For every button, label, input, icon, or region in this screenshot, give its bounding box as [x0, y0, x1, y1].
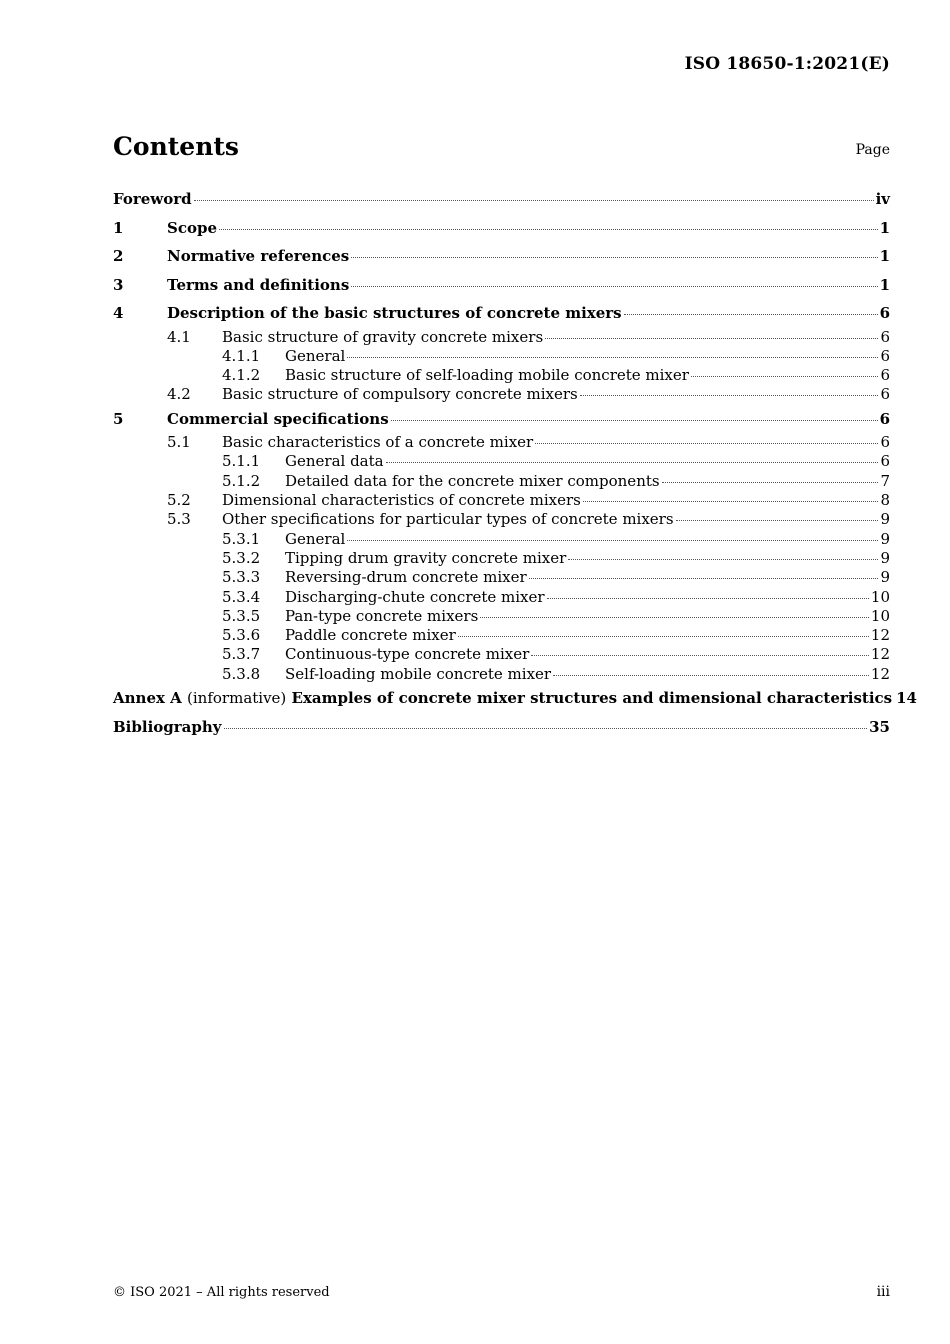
- toc-entry-page: 6: [880, 366, 890, 385]
- toc-entry-number: 5.1: [167, 433, 191, 452]
- dot-leader: [194, 199, 874, 201]
- dot-leader: [553, 674, 869, 676]
- toc-entry[interactable]: [113, 665, 890, 684]
- copyright-footer: © ISO 2021 – All rights reserved: [113, 1285, 330, 1300]
- table-of-contents: [113, 185, 917, 741]
- toc-entry-title: Foreword: [113, 190, 192, 208]
- dot-leader: [580, 394, 879, 396]
- dot-leader: [480, 616, 869, 618]
- toc-entry[interactable]: [113, 530, 890, 549]
- toc-entry-number: 4.1: [167, 327, 191, 346]
- toc-entry-number: 5.3.6: [222, 626, 261, 645]
- toc-entry-title: [113, 684, 892, 713]
- toc-entry-number: 5.3.7: [222, 645, 261, 664]
- toc-entry-number: 5.1.1: [222, 452, 261, 471]
- dot-leader: [347, 539, 878, 541]
- toc-entry-title: General: [285, 346, 346, 365]
- toc-entry-page: 10: [870, 606, 890, 625]
- toc-entry[interactable]: [113, 645, 890, 664]
- toc-entry-title: General data: [285, 452, 384, 471]
- toc-entry[interactable]: [113, 328, 890, 347]
- toc-entry-page: 6: [880, 327, 890, 346]
- toc-entry-page: 10: [870, 587, 890, 606]
- toc-entry-title: Terms and definitions: [167, 275, 350, 294]
- dot-leader: [351, 285, 877, 287]
- annex-label: Annex A: [113, 689, 182, 708]
- toc-entry[interactable]: [113, 185, 890, 214]
- toc-entry-title: Pan-type concrete mixers: [285, 606, 479, 625]
- toc-entry[interactable]: [113, 568, 890, 587]
- page-column-label: Page: [855, 142, 890, 158]
- toc-entry-page: 9: [880, 510, 890, 529]
- toc-entry-title: Description of the basic structures of concrete mixers: [167, 304, 622, 322]
- toc-entry[interactable]: [113, 626, 890, 645]
- dot-leader: [662, 481, 879, 483]
- toc-entry-number: 1: [113, 218, 124, 237]
- page-number: iii: [876, 1284, 890, 1300]
- dot-leader: [219, 228, 878, 230]
- toc-entry[interactable]: [113, 472, 890, 491]
- dot-leader: [351, 256, 877, 258]
- toc-entry-number: 5.3: [167, 510, 191, 529]
- toc-entry-page: 12: [870, 626, 890, 645]
- toc-entry-title: Other specifications for particular types of concrete mixers: [222, 510, 674, 529]
- toc-entry-title: Bibliography: [113, 717, 222, 736]
- page-title: Contents: [113, 132, 240, 161]
- toc-entry-page: 6: [879, 409, 890, 428]
- toc-entry[interactable]: [113, 713, 890, 742]
- toc-entry-title: Reversing-drum concrete mixer: [285, 568, 527, 587]
- toc-entry-page: 7: [880, 471, 890, 490]
- toc-entry-page: 6: [879, 304, 890, 322]
- toc-entry-title: Detailed data for the concrete mixer components: [285, 471, 660, 490]
- toc-entry-page: 8: [880, 491, 890, 510]
- dot-leader: [547, 597, 869, 599]
- toc-entry[interactable]: [113, 242, 890, 271]
- toc-entry-number: 5.2: [167, 491, 191, 510]
- dot-leader: [458, 635, 869, 637]
- toc-entry[interactable]: [113, 452, 890, 471]
- toc-entry[interactable]: [113, 588, 890, 607]
- toc-entry[interactable]: [113, 549, 890, 568]
- toc-entry-number: 5.3.2: [222, 548, 261, 567]
- toc-entry-title: Scope: [167, 218, 218, 237]
- toc-entry[interactable]: [113, 405, 890, 434]
- dot-leader: [545, 337, 878, 339]
- toc-entry-number: 5.3.4: [222, 587, 261, 606]
- dot-leader: [691, 375, 879, 377]
- toc-entry-number: 5.1.2: [222, 471, 261, 490]
- toc-entry-number: 2: [113, 247, 124, 265]
- toc-entry[interactable]: [113, 347, 890, 366]
- toc-entry-page: 6: [880, 385, 890, 404]
- toc-entry[interactable]: [113, 271, 890, 300]
- toc-entry-page: 12: [870, 645, 890, 664]
- dot-leader: [568, 558, 878, 560]
- annex-title: Examples of concrete mixer structures and dimensional characteristics: [291, 689, 893, 708]
- toc-entry[interactable]: [113, 510, 890, 529]
- toc-entry-title: Dimensional characteristics of concrete mixers: [222, 491, 581, 510]
- toc-entry-page: 1: [879, 218, 890, 237]
- dot-leader: [391, 419, 878, 421]
- toc-entry[interactable]: [113, 491, 890, 510]
- toc-entry-number: 4.1.2: [222, 366, 261, 385]
- toc-entry[interactable]: [113, 299, 890, 328]
- toc-entry-title: Tipping drum gravity concrete mixer: [285, 548, 567, 567]
- document-id: ISO 18650-1:2021(E): [684, 54, 890, 74]
- toc-entry[interactable]: [113, 214, 890, 243]
- toc-entry-title: General: [285, 529, 346, 548]
- toc-entry-page: 9: [880, 529, 890, 548]
- toc-entry-number: 5.3.1: [222, 529, 261, 548]
- toc-entry-title: Self-loading mobile concrete mixer: [285, 664, 552, 683]
- toc-entry-page: iv: [875, 190, 890, 208]
- toc-entry-number: 3: [113, 275, 124, 294]
- toc-entry-number: 5.3.8: [222, 664, 261, 683]
- dot-leader: [386, 461, 879, 463]
- toc-entry-page: 6: [880, 346, 890, 365]
- dot-leader: [531, 654, 869, 656]
- toc-entry-title: Discharging-chute concrete mixer: [285, 587, 545, 606]
- dot-leader: [624, 313, 878, 315]
- annex-type: (informative): [187, 689, 287, 708]
- dot-leader: [676, 519, 879, 521]
- toc-entry[interactable]: [113, 684, 917, 713]
- dot-leader: [529, 577, 879, 579]
- toc-entry[interactable]: [113, 433, 890, 452]
- toc-entry[interactable]: [113, 607, 890, 626]
- toc-entry-title: Normative references: [167, 247, 350, 265]
- toc-entry-title: Basic characteristics of a concrete mixer: [222, 433, 534, 452]
- toc-entry-title: Basic structure of compulsory concrete mixers: [222, 385, 578, 404]
- toc-entry-title: Basic structure of self-loading mobile concrete mixer: [285, 366, 689, 385]
- dot-leader: [583, 500, 879, 502]
- toc-entry-page: 9: [880, 568, 890, 587]
- toc-entry-page: 35: [869, 717, 890, 736]
- toc-entry-number: 4: [113, 304, 124, 322]
- toc-entry-number: 4.1.1: [222, 346, 261, 365]
- toc-entry-page: 9: [880, 548, 890, 567]
- toc-entry[interactable]: [113, 366, 890, 385]
- toc-entry-title: Continuous-type concrete mixer: [285, 645, 530, 664]
- toc-entry-page: 1: [879, 247, 890, 265]
- toc-entry-page: 14: [896, 689, 917, 708]
- dot-leader: [347, 356, 878, 358]
- toc-entry-page: 12: [870, 664, 890, 683]
- toc-entry-title: Paddle concrete mixer: [285, 626, 456, 645]
- toc-entry-number: 5.3.3: [222, 568, 261, 587]
- toc-entry-number: 5: [113, 409, 124, 428]
- dot-leader: [535, 442, 878, 444]
- dot-leader: [224, 727, 868, 729]
- toc-entry-page: 1: [879, 275, 890, 294]
- toc-entry-page: 6: [880, 433, 890, 452]
- toc-entry[interactable]: [113, 385, 890, 404]
- toc-entry-number: 4.2: [167, 385, 191, 404]
- toc-entry-number: 5.3.5: [222, 606, 261, 625]
- toc-entry-page: 6: [880, 452, 890, 471]
- toc-entry-title: Basic structure of gravity concrete mixers: [222, 327, 544, 346]
- toc-entry-title: Commercial specifications: [167, 409, 389, 428]
